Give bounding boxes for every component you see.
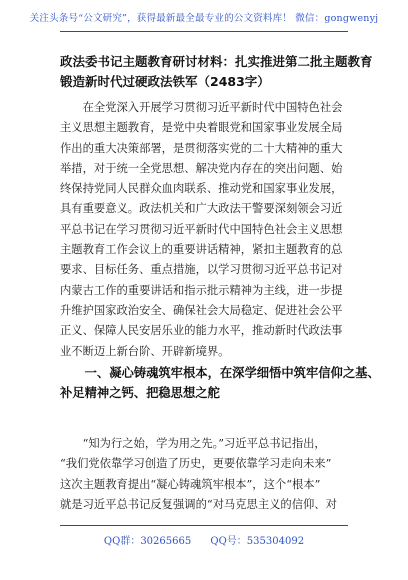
paragraph-intro [60, 98, 350, 362]
text-line: 举措，对于统一全党思想、解决党内存在的突出问题、始 [60, 161, 343, 175]
footer-note [0, 532, 408, 547]
text-line: 主义思想主题教育，是党中央着眼党和国家事业发展全局 [60, 121, 343, 135]
text-line: 作出的重大决策部署，是贯彻落实党的二十大精神的重大 [60, 141, 343, 155]
text-line: 平总书记在学习贯彻习近平新时代中国特色社会主义思想 [60, 222, 343, 236]
section-heading [60, 363, 380, 403]
text-line: 就是习近平总书记反复强调的“对马克思主义的信仰、对 [60, 497, 337, 511]
heading-line: 补足精神之钙、把稳思想之舵 [60, 386, 220, 400]
header-note: 关注头条号“公文研究”，获得最新最全最专业的公文资料库！ 微信：gongwenyj [29, 13, 379, 24]
title-line: 政法委书记主题教育研讨材料：扎实推进第二批主题教育 [60, 54, 373, 69]
text-line: 升维护国家政治安全、确保社会大局稳定、促进社会公平 [60, 303, 343, 317]
document-title [60, 52, 373, 92]
text-line: “我们党依靠学习创造了历史，更要依靠学习走向未来” [60, 457, 332, 471]
text-line: 这次主题教育提出“凝心铸魂筑牢根本”，这个“根本” [60, 477, 321, 491]
text-line: “知为行之始，学为用之先。”习近平总书记指出， [60, 437, 326, 450]
text-line: 正义、保障人民安居乐业的能力水平，推动新时代政法事 [60, 324, 343, 338]
paragraph-section1 [60, 434, 350, 515]
text-line: 在全党深入开展学习贯彻习近平新时代中国特色社会 [60, 101, 343, 114]
text-line: 业不断迈上新台阶、开辟新境界。 [60, 344, 230, 358]
header-divider [60, 31, 348, 32]
text-line: 终保持党同人民群众血肉联系、推动党和国家事业发展， [60, 182, 343, 196]
qq-number-text: QQ号：535304092 [210, 536, 305, 547]
title-line: 锻造新时代过硬政法铁军（2483字） [60, 74, 270, 89]
text-line: 要求、目标任务、重点措施，以学习贯彻习近平总书记对 [60, 263, 343, 277]
footer-divider [60, 525, 348, 526]
text-line: 内蒙古工作的重要讲话和指示批示精神为主线，进一步提 [60, 283, 343, 297]
qq-group-text: QQ群：30265665 [103, 536, 192, 547]
heading-line: 一、凝心铸魂筑牢根本，在深学细悟中筑牢信仰之基、 [60, 366, 380, 380]
text-line: 具有重要意义。政法机关和广大政法干警要深刻领会习近 [60, 202, 343, 216]
text-line: 主题教育工作会议上的重要讲话精神，紧扣主题教育的总 [60, 243, 343, 257]
